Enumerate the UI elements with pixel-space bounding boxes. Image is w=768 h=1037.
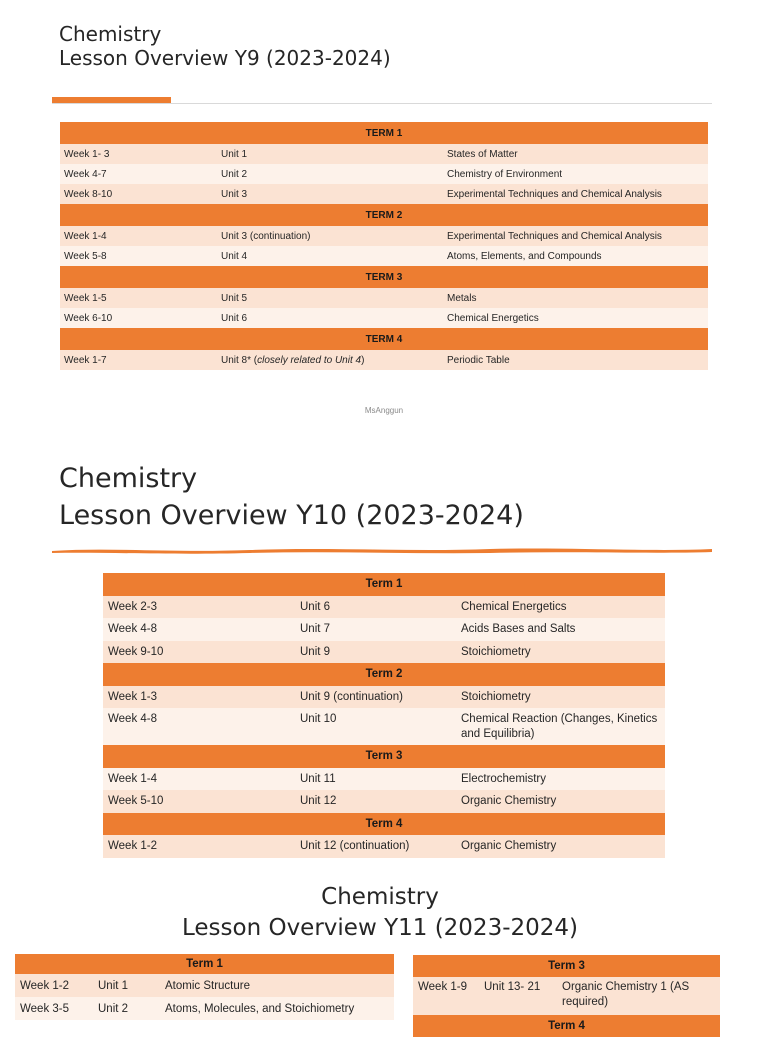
term-header (15, 954, 394, 974)
topic-cell: Organic Chemistry (456, 790, 665, 813)
topic-cell: Electrochemistry (456, 768, 665, 791)
week-cell: Week 5-10 (103, 790, 295, 813)
topic-cell: Acids Bases and Salts (456, 618, 665, 641)
week-cell: Week 1-4 (60, 226, 217, 246)
topic-cell: Metals (443, 288, 708, 308)
y10-lesson-table (103, 573, 665, 858)
term-header (60, 204, 708, 226)
y10-title-line2: Lesson Overview Y10 (2023-2024) (59, 500, 524, 532)
y10-title-line1: Chemistry (59, 463, 198, 494)
unit-cell: Unit 11 (295, 768, 456, 791)
brush-stroke (52, 549, 712, 554)
unit-prefix: Unit 8* ( (221, 354, 258, 366)
term-label: TERM 2 (60, 204, 708, 226)
term-label: Term 3 (413, 955, 720, 977)
week-cell: Week 1-5 (60, 288, 217, 308)
topic-cell: Chemical Energetics (443, 308, 708, 328)
table-row (15, 974, 394, 997)
week-cell: Week 6-10 (60, 308, 217, 328)
table-row (103, 686, 665, 709)
topic-cell: States of Matter (443, 144, 708, 164)
y9-title-underline-thin (52, 103, 712, 104)
week-cell: Week 1-2 (103, 835, 295, 858)
unit-cell: Unit 10 (295, 708, 456, 745)
topic-cell: Stoichiometry (456, 686, 665, 709)
term-label: TERM 3 (60, 266, 708, 288)
unit-cell: Unit 1 (93, 974, 160, 997)
week-cell: Week 4-7 (60, 164, 217, 184)
unit-cell: Unit 9 (continuation) (295, 686, 456, 709)
author-credit: MsAnggun (364, 406, 404, 415)
y10-title-brush-underline (50, 544, 714, 556)
y11-term3-table (413, 955, 720, 1037)
table-row (60, 144, 708, 164)
unit-cell: Unit 1 (217, 144, 443, 164)
table-row (103, 768, 665, 791)
week-cell: Week 1- 3 (60, 144, 217, 164)
term-label: TERM 1 (60, 122, 708, 144)
table-row (60, 226, 708, 246)
table-row (60, 288, 708, 308)
y10-title (59, 460, 524, 535)
unit-suffix: ) (361, 354, 365, 366)
week-cell: Week 8-10 (60, 184, 217, 204)
week-cell: Week 1-3 (103, 686, 295, 709)
week-cell: Week 1-7 (60, 350, 217, 370)
table-row (60, 350, 708, 370)
table-row (60, 246, 708, 266)
y11-term1-table (15, 954, 394, 1020)
term-label: Term 1 (15, 954, 394, 974)
y9-title-underline-accent (52, 97, 171, 103)
week-cell: Week 2-3 (103, 596, 295, 619)
unit-cell: Unit 7 (295, 618, 456, 641)
unit-cell: Unit 2 (217, 164, 443, 184)
unit-cell: Unit 9 (295, 641, 456, 664)
term-label: Term 4 (103, 813, 665, 836)
y11-title (0, 882, 760, 945)
table-row (60, 164, 708, 184)
topic-cell: Atomic Structure (160, 974, 394, 997)
unit-cell: Unit 4 (217, 246, 443, 266)
table-row (60, 308, 708, 328)
week-cell: Week 1-4 (103, 768, 295, 791)
term-label: Term 2 (103, 663, 665, 686)
table-row (60, 184, 708, 204)
term-label: Term 3 (103, 745, 665, 768)
table-row (103, 641, 665, 664)
term-label: Term 1 (103, 573, 665, 596)
week-cell: Week 9-10 (103, 641, 295, 664)
term-header (103, 663, 665, 686)
table-row (103, 835, 665, 858)
unit-cell (217, 350, 443, 370)
week-cell: Week 4-8 (103, 708, 295, 745)
topic-cell: Stoichiometry (456, 641, 665, 664)
topic-cell: Atoms, Elements, and Compounds (443, 246, 708, 266)
week-cell: Week 4-8 (103, 618, 295, 641)
table-row (15, 997, 394, 1020)
term-header (60, 122, 708, 144)
y11-title-line1: Chemistry (321, 884, 439, 910)
table-row (103, 618, 665, 641)
topic-cell: Chemistry of Environment (443, 164, 708, 184)
unit-cell: Unit 12 (continuation) (295, 835, 456, 858)
unit-cell: Unit 6 (295, 596, 456, 619)
term-header (413, 955, 720, 977)
table-row (413, 977, 720, 1015)
unit-cell: Unit 5 (217, 288, 443, 308)
table-row (103, 708, 665, 745)
term-header (413, 1015, 720, 1037)
term-header (103, 745, 665, 768)
unit-cell: Unit 12 (295, 790, 456, 813)
y9-title-line2: Lesson Overview Y9 (2023-2024) (59, 46, 391, 70)
unit-cell: Unit 2 (93, 997, 160, 1020)
term-header (103, 813, 665, 836)
table-row (103, 790, 665, 813)
term-label: TERM 4 (60, 328, 708, 350)
week-cell: Week 3-5 (15, 997, 93, 1020)
topic-cell: Chemical Reaction (Changes, Kinetics and Equilibria) (456, 708, 665, 745)
topic-cell: Chemical Energetics (456, 596, 665, 619)
topic-cell: Organic Chemistry 1 (AS required) (557, 977, 720, 1015)
unit-cell: Unit 3 (continuation) (217, 226, 443, 246)
term-header (103, 573, 665, 596)
topic-cell: Periodic Table (443, 350, 708, 370)
term-header (60, 266, 708, 288)
unit-cell: Unit 13- 21 (479, 977, 557, 1015)
week-cell: Week 1-2 (15, 974, 93, 997)
unit-cell: Unit 3 (217, 184, 443, 204)
term-header (60, 328, 708, 350)
topic-cell: Atoms, Molecules, and Stoichiometry (160, 997, 394, 1020)
y9-lesson-table (60, 122, 708, 370)
table-row (103, 596, 665, 619)
y9-title-line1: Chemistry (59, 22, 162, 46)
topic-cell: Organic Chemistry (456, 835, 665, 858)
week-cell: Week 5-8 (60, 246, 217, 266)
y9-title (59, 22, 391, 70)
topic-cell: Experimental Techniques and Chemical Analysis (443, 184, 708, 204)
unit-cell: Unit 6 (217, 308, 443, 328)
unit-note: closely related to Unit 4 (257, 354, 362, 366)
topic-cell: Experimental Techniques and Chemical Analysis (443, 226, 708, 246)
term-label: Term 4 (413, 1015, 720, 1037)
week-cell: Week 1-9 (413, 977, 479, 1015)
y11-title-line2: Lesson Overview Y11 (2023-2024) (181, 915, 579, 942)
